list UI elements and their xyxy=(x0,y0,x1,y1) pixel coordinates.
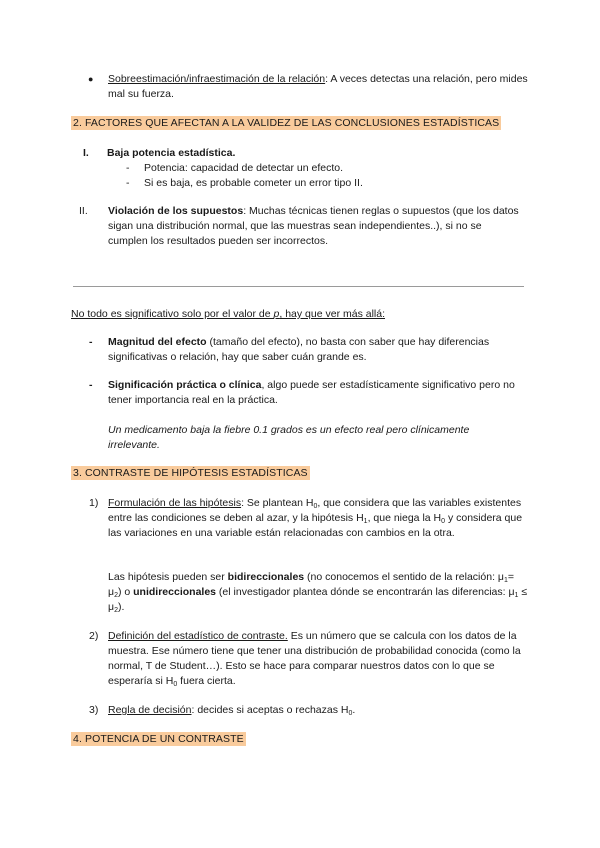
subitem-marker: - xyxy=(126,162,130,174)
step-3-text: : decides si aceptas o rechazas H xyxy=(191,704,349,716)
step-2-title: Definición del estadístico de contraste. xyxy=(108,630,288,642)
subscript: 0 xyxy=(173,681,178,688)
horizontal-divider xyxy=(73,286,524,287)
step-3-body xyxy=(108,703,529,718)
step-1-title: Formulación de las hipótesis xyxy=(108,497,242,509)
item-2-numeral: II. xyxy=(79,205,88,217)
step-1-text: , que niega la H xyxy=(367,512,442,524)
top-bullet-text xyxy=(108,72,528,102)
subscript: 1 xyxy=(363,518,368,525)
significance-example: Un medicamento baja la fiebre 0.1 grados es un efecto real pero clínicamente irrelevante. xyxy=(108,424,470,451)
section-2-heading xyxy=(71,116,501,131)
subscript: 0 xyxy=(348,710,353,717)
step-1-text: (el investigador plantea dónde se encontrarán las diferencias: μ xyxy=(216,586,515,598)
subscript: 0 xyxy=(313,503,318,510)
step-3-number: 3) xyxy=(89,704,99,716)
step-1-text: y considera que las variaciones en una variable están relacionadas con cambios en la otra. xyxy=(108,512,523,539)
section-3-heading xyxy=(71,466,310,481)
top-bullet xyxy=(88,72,528,102)
step-1 xyxy=(89,496,529,541)
lead-pre: No todo es significativo solo por el valor de xyxy=(71,308,274,320)
section-2-item-2 xyxy=(79,204,524,249)
step-1-number: 1) xyxy=(89,497,99,509)
significance-item-body xyxy=(108,378,524,408)
subitem-text: Potencia: capacidad de detectar un efecto. xyxy=(144,162,344,174)
item-1-title: Baja potencia estadística. xyxy=(107,147,236,159)
step-2-number: 2) xyxy=(89,630,99,642)
step-1-text: ). xyxy=(117,601,125,613)
item-2-title: Violación de los supuestos xyxy=(108,205,244,217)
significance-item-body xyxy=(108,335,524,365)
subscript: 1 xyxy=(514,592,519,599)
subscript: 0 xyxy=(441,518,446,525)
section-2-heading-text: 2. FACTORES QUE AFECTAN A LA VALIDEZ DE LAS CONCLUSIONES ESTADÍSTICAS xyxy=(73,117,500,129)
item-1-subitem xyxy=(126,161,516,176)
step-1-text: Las hipótesis pueden ser xyxy=(108,571,228,583)
significance-item-marker: - xyxy=(89,336,93,348)
top-bullet-term: Sobreestimación/infraestimación de la relación xyxy=(108,73,326,85)
step-1-text: , que considera que las variables existentes entre las condiciones se deben al azar, y la hipótesis H xyxy=(108,497,522,524)
significance-item-text: (tamaño del efecto), no basta con saber que hay diferencias significativas o relación, hay que saber cuán grande es. xyxy=(108,336,490,363)
item-1-numeral: I. xyxy=(83,147,89,159)
step-3-text: . xyxy=(352,704,356,716)
step-1-text: = μ xyxy=(108,571,514,598)
step-1-body xyxy=(108,496,529,541)
step-1-text: (no conocemos el sentido de la relación: μ xyxy=(304,571,504,583)
section-4-heading-text: 4. POTENCIA DE UN CONTRASTE xyxy=(73,733,244,745)
bullet-marker: ● xyxy=(88,74,94,84)
significance-item-marker: - xyxy=(89,379,93,391)
significance-lead xyxy=(71,307,531,322)
step-2-text: fuera cierta. xyxy=(177,675,236,687)
significance-item-title: Significación práctica o clínica xyxy=(108,379,262,391)
item-2-text: : Muchas técnicas tienen reglas o supuestos (que los datos sigan una distribución normal, que las muestras sean independientes..), si no se cumplen los resultados pueden ser incorrectos. xyxy=(108,205,519,247)
item-1-subitem xyxy=(126,176,516,191)
section-2-item-1 xyxy=(83,146,523,161)
step-1-paragraph-2 xyxy=(108,570,528,615)
step-1-text: : Se plantean H xyxy=(241,497,314,509)
term-bidireccionales: bidireccionales xyxy=(227,571,305,583)
step-2-body xyxy=(108,629,529,689)
subscript: 1 xyxy=(503,577,508,584)
step-1-text: ≤ μ xyxy=(108,586,528,613)
subscript: 2 xyxy=(114,607,118,614)
lead-p: p xyxy=(273,308,280,320)
significance-item-text: , algo puede ser estadísticamente significativo pero no tener importancia real en la práctica. xyxy=(108,379,515,406)
section-3-heading-text: 3. CONTRASTE DE HIPÓTESIS ESTADÍSTICAS xyxy=(73,467,308,479)
subscript: 2 xyxy=(114,592,118,599)
step-3-title: Regla de decisión xyxy=(108,704,192,716)
subitem-text: Si es baja, es probable cometer un error tipo II. xyxy=(144,177,363,189)
top-bullet-desc: : A veces detectas una relación, pero mides mal su fuerza. xyxy=(108,73,528,100)
significance-item xyxy=(89,378,524,408)
item-2-body xyxy=(108,204,524,249)
term-unidireccionales: unidireccionales xyxy=(133,586,217,598)
lead-post: , hay que ver más allá: xyxy=(279,308,386,320)
step-3 xyxy=(89,703,529,718)
subitem-marker: - xyxy=(126,177,130,189)
step-2-text: Es un número que se calcula con los datos de la muestra. Ese número tiene que tener una distribución de probabilidad conocida (como la normal, T de Student…). Esto se hace para comparar nuestros datos con lo que se esperaría si H xyxy=(108,630,521,687)
step-2 xyxy=(89,629,529,689)
significance-item xyxy=(89,335,524,365)
step-1-text: ) o xyxy=(117,586,134,598)
section-4-heading xyxy=(71,732,246,747)
significance-item-title: Magnitud del efecto xyxy=(108,336,207,348)
